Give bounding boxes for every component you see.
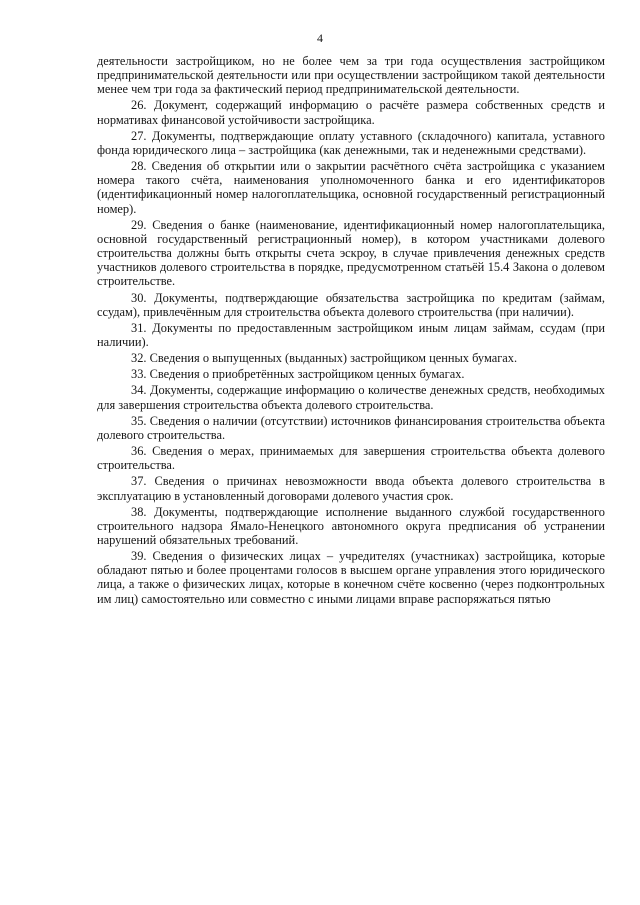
paragraph-39: 39. Сведения о физических лицах – учредителях (участниках) застройщика, которые обладают пятью и более процентами голосов в высшем органе управления этого юридического лица, а также о физических лицах, которые в конечном счёте косвенно (через подконтрольных им лиц) самостоятельно или совместно с иными лицами вправе распоряжаться пятью <box>97 549 605 606</box>
paragraph-26: 26. Документ, содержащий информацию о расчёте размера собственных средств и нормативах финансовой устойчивости застройщика. <box>97 98 605 127</box>
paragraph-32: 32. Сведения о выпущенных (выданных) застройщиком ценных бумагах. <box>131 351 518 366</box>
paragraph-38: 38. Документы, подтверждающие исполнение выданного службой государственного строительного надзора Ямало-Ненецкого автономного округа предписания об устранении нарушений обязательных требований. <box>97 504 605 547</box>
paragraph-37: 37. Сведения о причинах невозможности ввода объекта долевого строительства в эксплуатацию в установленный договорами долевого участия срок. <box>97 474 605 503</box>
paragraph-28: 28. Сведения об открытии или о закрытии расчётного счёта застройщика с указанием номера такого счёта, наименования уполномоченного банка и его идентификаторов (идентификационный номер налогоплательщика, основной государственный регистрационный номер). <box>97 159 605 216</box>
paragraph-29: 29. Сведения о банке (наименование, идентификационный номер налогоплательщика, основной государственный регистрационный номер), в котором участниками долевого строительства должны быть открыты счета эскроу, в случае привлечения денежных средств участников долевого строительства в порядке, предусмотренном статьёй 15.4 Закона о долевом строительстве. <box>97 217 605 289</box>
paragraph-35: 35. Сведения о наличии (отсутствии) источников финансирования строительства объекта долевого строительства. <box>97 413 605 442</box>
paragraph-continued: деятельности застройщиком, но не более чем за три года осуществления застройщиком предпринимательской деятельности или при осуществлении застройщиком такой деятельности менее чем три года за фактический период предпринимательской деятельности. <box>97 54 605 97</box>
page-number: 4 <box>317 31 323 45</box>
paragraph-27: 27. Документы, подтверждающие оплату уставного (складочного) капитала, уставного фонда юридического лица – застройщика (как денежными, так и неденежными средствами). <box>97 128 605 157</box>
paragraph-36: 36. Сведения о мерах, принимаемых для завершения строительства объекта долевого строительства. <box>97 444 605 473</box>
paragraph-34: 34. Документы, содержащие информацию о количестве денежных средств, необходимых для завершения строительства объекта долевого строительства. <box>97 383 605 412</box>
paragraph-33: 33. Сведения о приобретённых застройщиком ценных бумагах. <box>131 367 465 382</box>
paragraph-30: 30. Документы, подтверждающие обязательства застройщика по кредитам (займам, ссудам), привлечённым для строительства объекта долевого строительства (при наличии). <box>97 290 605 319</box>
document-body <box>97 54 605 608</box>
paragraph-31: 31. Документы по предоставленным застройщиком иным лицам займам, ссудам (при наличии). <box>97 320 605 349</box>
